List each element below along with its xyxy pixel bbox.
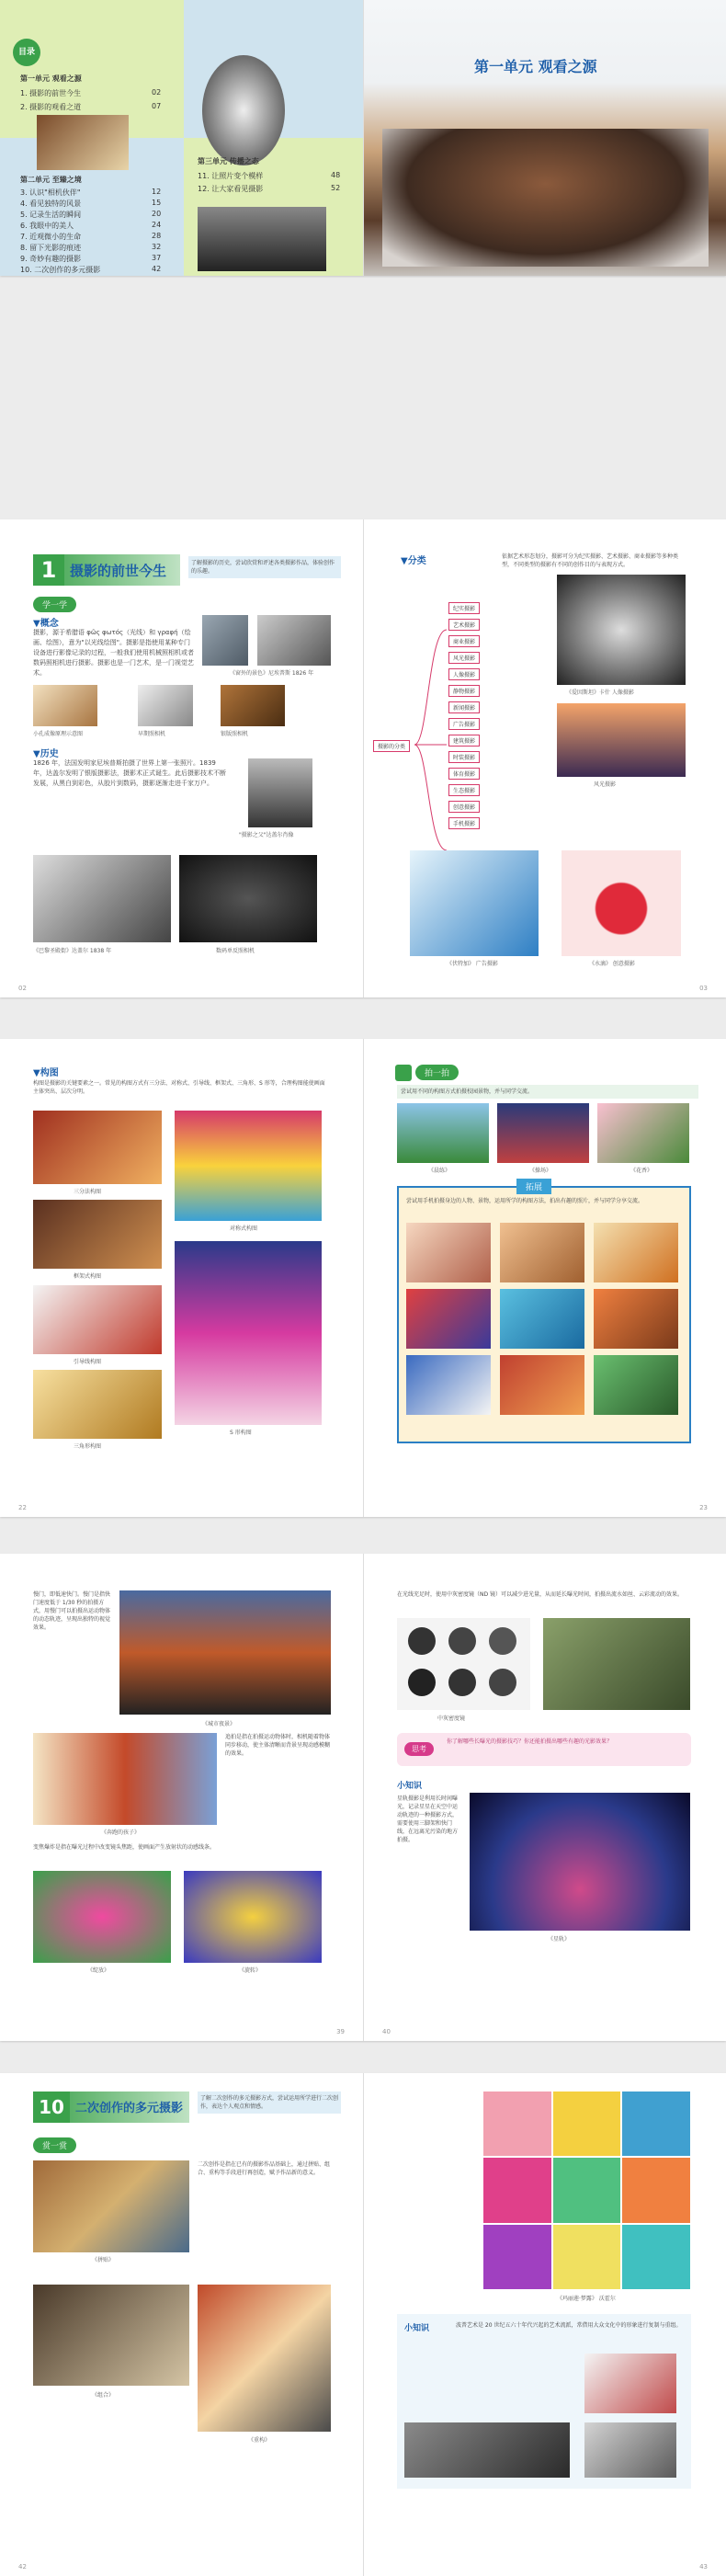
mind-map-node: 新闻摄影 <box>448 701 480 713</box>
grid-photo <box>500 1223 584 1282</box>
page-03 <box>363 519 726 997</box>
caption: 《奔跑的孩子》 <box>101 1829 141 1836</box>
caption: 《玛丽莲·梦露》 沃霍尔 <box>557 2296 616 2302</box>
toc-item[interactable]: 8. 留下光影的痕迹 <box>20 244 82 252</box>
toc-photo-bird <box>37 115 129 170</box>
toc-page-number: 48 <box>331 171 341 179</box>
composition-text: 构图是摄影的关键要素之一。常见的构图方式有三分法、对称式、引导线、框架式、三角形、S 形等，合理构图能使画面主体突出、层次分明。 <box>33 1080 325 1095</box>
mind-map-node: 生态摄影 <box>448 784 480 796</box>
caption: 引导线构图 <box>74 1359 102 1365</box>
daguerre-portrait <box>248 758 312 827</box>
page-43 <box>363 2073 726 2576</box>
page-number: 43 <box>699 2563 708 2570</box>
caption: 《绽放》 <box>87 1967 110 1974</box>
tripod-photo <box>543 1618 690 1710</box>
book-photo <box>584 2354 676 2413</box>
classify-text: 依据艺术形态划分，摄影可分为纪实摄影、艺术摄影、商业摄影等多种类型，不同类型的摄影有不同的创作目的与表现方式。 <box>502 553 679 568</box>
unit1-header: 第一单元 观看之源 <box>20 74 82 83</box>
toc-photo-bw <box>198 207 326 271</box>
try-icon <box>395 1065 412 1081</box>
pinhole-photo <box>33 685 97 726</box>
caption: 《伏特加》 广告摄影 <box>447 961 498 967</box>
spread-long-exposure <box>0 1554 726 2041</box>
page-23 <box>363 1039 726 1517</box>
marilyn-grid <box>483 2092 690 2289</box>
unit2-header: 第二单元 至臻之境 <box>20 176 82 184</box>
caption: 《重构》 <box>248 2437 271 2444</box>
concept-text: 摄影，源于希腊语 φῶς φωτός（光线）和 γραφή（绘画、绘图），意为"以光线绘图"。摄影是指使用某种专门设备进行影像记录的过程，一般我们使用机械照相机或者数码照相机进行摄影。摄影也是一门艺术，是一门视觉艺术。 <box>33 629 194 677</box>
caption: 小孔成像原理示意图 <box>33 731 84 737</box>
mind-map-node: 手机摄影 <box>448 817 480 829</box>
cover-page <box>363 0 726 276</box>
grid-photo <box>406 1223 491 1282</box>
toc-item[interactable]: 2. 摄影的观看之道 <box>20 103 82 111</box>
early-camera-photo <box>138 685 193 726</box>
toc-page-number: 20 <box>152 210 162 218</box>
expand-tag: 拓展 <box>516 1179 551 1194</box>
photo-symmetry <box>175 1111 322 1221</box>
mind-map-node: 艺术摄影 <box>448 619 480 631</box>
caption: 框架式构图 <box>74 1273 102 1280</box>
caption: 三分法构图 <box>74 1189 102 1195</box>
grid-photo <box>594 1223 678 1282</box>
mind-map-node: 人像摄影 <box>448 668 480 680</box>
toc-badge: 目录 <box>13 39 40 66</box>
caption: 中灰密度镜 <box>437 1715 466 1722</box>
vodka-ad-photo <box>410 850 539 956</box>
page-42 <box>0 2073 363 2576</box>
history-text: 1826 年，法国发明家尼埃普斯拍摄了世界上第一张照片。1839 年，达盖尔发明了银版摄影法，摄影术正式诞生。此后摄影技术不断发展，从黑白到彩色，从胶片到数码，摄影逐渐走进千家万户。 <box>33 759 226 787</box>
history-title: ▼历史 <box>33 749 59 759</box>
morning-exercise-photo <box>397 1103 489 1163</box>
bridge-photo <box>557 703 686 777</box>
toc-item[interactable]: 1. 摄影的前世今生 <box>20 89 82 97</box>
caption: 《旋转》 <box>239 1967 262 1974</box>
window-photo <box>257 615 331 666</box>
playground-photo <box>497 1103 589 1163</box>
grid-photo <box>406 1289 491 1349</box>
photo-frame <box>33 1200 162 1269</box>
chapter-title: 二次创作的多元摄影 <box>75 2102 184 2115</box>
flowers-photo <box>597 1103 689 1163</box>
caption: 三角形构图 <box>74 1443 102 1450</box>
page-number: 42 <box>18 2563 27 2570</box>
panning-text: 追拍是指在拍摄运动物体时，相机随着物体同步移动，使主体清晰而背景呈现动感模糊的效果。 <box>225 1734 331 1757</box>
caption: 银版照相机 <box>221 731 249 737</box>
think-tag: 思考 <box>404 1742 434 1756</box>
mind-map-node: 建筑摄影 <box>448 735 480 747</box>
toc-page-number: 32 <box>152 243 162 251</box>
chapter-title: 摄影的前世今生 <box>70 563 167 579</box>
toc-item[interactable]: 5. 记录生活的瞬间 <box>20 211 82 219</box>
chapter-intro: 了解二次创作的多元摄影方式，尝试运用所学进行二次创作，表达个人观点和情感。 <box>198 2092 341 2114</box>
spread-chapter-1 <box>0 519 726 997</box>
caption: 数码单反照相机 <box>216 948 255 954</box>
knowledge-text: 星轨摄影是利用长时间曝光，记录星星在天空中运动轨迹的一种摄影方式，需要使用三脚架和快门线，在远离光污染的地方拍摄。 <box>397 1795 459 1843</box>
waterdrop-photo <box>562 850 681 956</box>
grid-photo <box>594 1289 678 1349</box>
star-trail-photo <box>470 1793 690 1931</box>
photo-dancer <box>175 1241 322 1425</box>
caption: 《巴黎圣殿街》达盖尔 1838 年 <box>33 948 112 954</box>
toc-page-number: 37 <box>152 254 162 262</box>
mind-map-node: 创意摄影 <box>448 801 480 813</box>
gallery-photo <box>404 2422 570 2478</box>
first-photo <box>202 615 248 666</box>
caption: 《拼贴》 <box>92 2257 115 2263</box>
caption: 早期照相机 <box>138 731 166 737</box>
page-number: 40 <box>382 2028 391 2035</box>
toc-item[interactable]: 10. 二次创作的多元摄影 <box>20 266 101 274</box>
composition-title: ▼构图 <box>33 1068 59 1078</box>
caption: 《窗外的景色》尼埃普斯 1826 年 <box>230 670 314 677</box>
mind-map-node: 时装摄影 <box>448 751 480 763</box>
spread-toc <box>0 0 726 276</box>
toc-item[interactable]: 9. 奇妙有趣的摄影 <box>20 255 82 263</box>
grid-photo <box>500 1355 584 1415</box>
nd-filters-image <box>397 1618 530 1710</box>
caption: 《星轨》 <box>548 1936 571 1943</box>
toc-page-number: 28 <box>152 232 162 240</box>
mind-map-node: 静物摄影 <box>448 685 480 697</box>
running-child-photo <box>33 1733 217 1825</box>
caption: 对称式构图 <box>230 1225 258 1232</box>
spin-photo <box>184 1871 322 1963</box>
caption: 《城市夜景》 <box>202 1721 236 1727</box>
concept-title: ▼概念 <box>33 619 59 629</box>
knowledge-text: 波普艺术是 20 世纪五六十年代兴起的艺术流派，常借用大众文化中的形象进行复制与重组。 <box>456 2322 682 2329</box>
page-39 <box>0 1554 363 2041</box>
page-number: 23 <box>699 1504 708 1511</box>
toc-page-number: 15 <box>152 199 162 207</box>
chapter-number: 1 <box>33 554 64 586</box>
spread-chapter-10 <box>0 2073 726 2576</box>
collage-photo <box>33 2160 189 2252</box>
chapter-intro: 了解摄影的历史，尝试欣赏和评述各类摄影作品，体验创作的乐趣。 <box>188 556 341 578</box>
page-40 <box>363 1554 726 2041</box>
caption: S 形构图 <box>230 1430 252 1436</box>
toc-page-number: 12 <box>152 188 162 196</box>
spread-composition <box>0 1039 726 1517</box>
photo-rule-of-thirds <box>33 1111 162 1184</box>
expand-text: 尝试用手机拍摄身边的人物、景物，运用所学的构图方法，拍出有趣的照片，并与同学分享交流。 <box>406 1198 644 1204</box>
mind-map-node: 商业摄影 <box>448 635 480 647</box>
look-text: 二次创作是指在已有的摄影作品基础上，通过拼贴、组合、重构等手段进行再创造，赋予作品新的意义。 <box>198 2161 331 2176</box>
try-tag: 拍一拍 <box>415 1065 459 1080</box>
page-22 <box>0 1039 363 1517</box>
city-night-photo <box>119 1590 331 1715</box>
toc-item[interactable]: 12. 让大家看见摄影 <box>198 185 264 193</box>
mind-map-node: 广告摄影 <box>448 718 480 730</box>
caption: 《水滴》 创意摄影 <box>589 961 635 967</box>
caption: 《爱因斯坦》卡什 人像摄影 <box>566 690 634 696</box>
classify-title: ▼分类 <box>401 556 426 566</box>
dslr-photo <box>179 855 317 942</box>
toc-item[interactable]: 11. 让照片变个模样 <box>198 172 264 180</box>
look-tag: 赏一赏 <box>33 2137 76 2153</box>
silver-camera-photo <box>221 685 285 726</box>
toc-item[interactable]: 4. 看见独特的风景 <box>20 199 82 208</box>
grid-photo <box>594 1355 678 1415</box>
caption: 风光摄影 <box>594 781 617 788</box>
caption: 《晨练》 <box>428 1168 451 1174</box>
mind-map-node: 体育摄影 <box>448 768 480 780</box>
zoom-burst-text: 变焦爆炸是指在曝光过程中改变镜头焦距，使画面产生放射状的动感线条。 <box>33 1844 216 1851</box>
nd-filter-text: 在光线充足时，使用中灰密度镜（ND 镜）可以减少进光量，从而延长曝光时间，拍摄出流水如丝、云彩流动的效果。 <box>397 1591 684 1598</box>
grid-photo <box>406 1355 491 1415</box>
knowledge-title: 小知识 <box>404 2324 430 2333</box>
page-number: 22 <box>18 1504 27 1511</box>
toc-page-number: 24 <box>152 221 162 229</box>
caption: 《花香》 <box>630 1168 653 1174</box>
knowledge-title: 小知识 <box>397 1782 423 1791</box>
toc-item[interactable]: 6. 我眼中的美人 <box>20 222 74 230</box>
reconstruct-photo <box>198 2285 331 2432</box>
volcano-photo <box>382 129 709 267</box>
try-text: 尝试用不同的构图方式拍摄校园景物，并与同学交流。 <box>397 1085 698 1099</box>
cover-title: 第一单元 观看之源 <box>474 58 597 75</box>
toc-photo-oval <box>202 55 285 165</box>
caption: "摄影之父"达盖尔肖像 <box>239 832 294 838</box>
toc-page <box>0 0 363 276</box>
slow-shutter-text: 慢门，即低速快门。慢门是指快门速度低于 1/30 秒的拍摄方式，用慢门可以拍摄出运动物体的动态轨迹，呈现出独特的视觉效果。 <box>33 1591 111 1631</box>
photo-lead-lines <box>33 1285 162 1354</box>
think-text: 你了解哪些长曝光的摄影技巧？你还能拍摄出哪些有趣的光影效果？ <box>447 1738 613 1745</box>
caption: 《组合》 <box>92 2392 115 2399</box>
combination-photo <box>33 2285 189 2386</box>
photo-triangle <box>33 1370 162 1439</box>
page-number: 39 <box>336 2028 345 2035</box>
toc-item[interactable]: 3. 认识"相机伙伴" <box>20 188 81 197</box>
toc-page-number: 52 <box>331 184 341 192</box>
page-number: 03 <box>699 985 708 992</box>
grid-photo <box>500 1289 584 1349</box>
learn-tag: 学一学 <box>33 597 76 612</box>
page-02 <box>0 519 363 997</box>
mind-map-node: 纪实摄影 <box>448 602 480 614</box>
exhibit-photo <box>584 2422 676 2478</box>
toc-page-number: 42 <box>152 265 162 273</box>
page-number: 02 <box>18 985 27 992</box>
einstein-photo <box>557 575 686 685</box>
paris-photo <box>33 855 171 942</box>
caption: 《操场》 <box>529 1168 552 1174</box>
toc-page-number: 07 <box>152 102 162 110</box>
unit3-header: 第三单元 传播之态 <box>198 157 259 165</box>
mind-map-node: 风光摄影 <box>448 652 480 664</box>
toc-page-number: 02 <box>152 88 162 97</box>
bloom-photo <box>33 1871 171 1963</box>
chapter-number: 10 <box>33 2092 70 2123</box>
toc-item[interactable]: 7. 近观微小的生命 <box>20 233 82 241</box>
mind-map-root: 摄影的分类 <box>373 740 410 752</box>
